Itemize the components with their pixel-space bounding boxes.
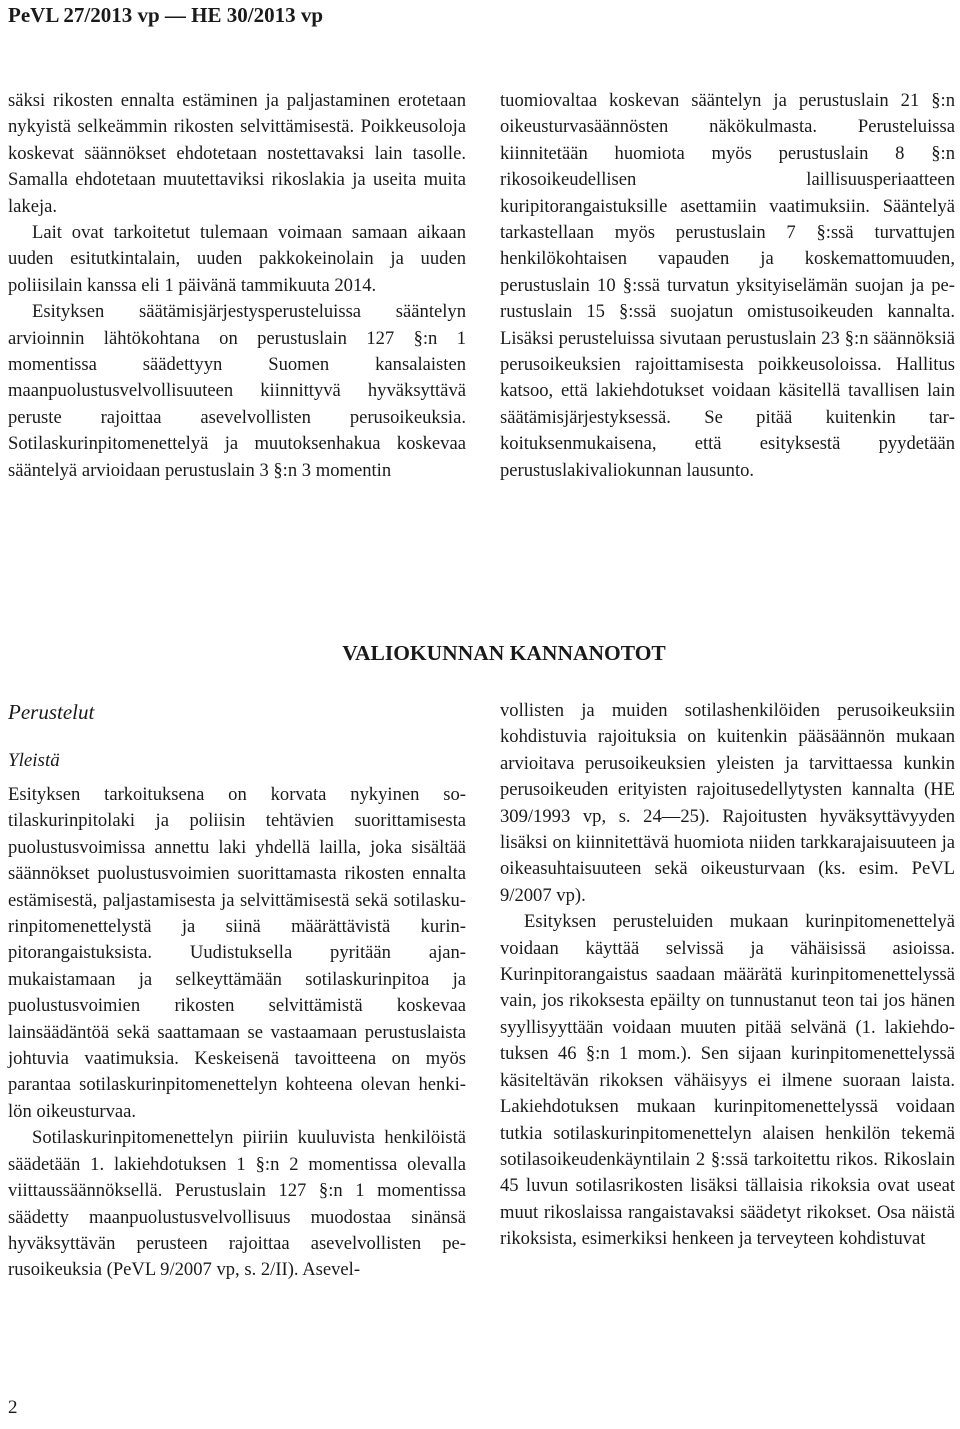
paragraph: Lait ovat tarkoitetut tulemaan voimaan samaan aikaan uuden esitutkintalain, uuden pakkokeinolain ja uuden poliisilain kanssa eli 1 päivänä tammikuuta 2014. xyxy=(8,222,466,296)
running-header: PeVL 27/2013 vp — HE 30/2013 vp xyxy=(8,3,324,27)
page-number: 2 xyxy=(8,1397,18,1418)
top-left-column xyxy=(8,88,466,484)
top-right-column xyxy=(500,88,955,484)
section-subheading: Yleistä xyxy=(8,750,60,771)
paragraph: säksi rikosten ennalta estäminen ja paljastaminen erotetaan nykyistä selkeämmin rikosten selvittämisestä. Poikkeusoloja koskevat säännökset ehdotetaan nostettavaksi lain tasolle. Samalla ehdotetaan muutettaviksi rikoslakia ja useita muita lakeja. xyxy=(8,90,466,217)
bottom-left-column xyxy=(8,698,466,1284)
paragraph: Esityksen perusteluiden mukaan kurinpitomenettelyä voidaan käyttää selvissä ja vähäisissä asioissa. Kurinpitorangaistus saadaan määrätä kurinpitomenettelyssä vain, jos rikoksesta epäilty on tunnustanut teon tai jos hänen syyllisyyttään voidaan muuten pitää selvänä (1. lakiehdotuksen 46 §:n 1 mom.). Sen sijaan kurinpitomenettelyssä käsiteltävän rikoksen vähäisyys ei ilmene suoraan laista. Lakiehdotuksen mukaan kurinpitomenettelyssä voidaan tutkia sotilaskurinpitomenettelyn alaisen henkilön tekemä sotilasoikeudenkäyntilain 2 §:ssä tarkoitettu rikos. Rikoslain 45 luvun sotilasrikosten lisäksi tällaisia rikoksia ovat useat muut rikoslaissa rangaistavaksi säädetyt rikokset. Osa näistä rikoksista, esimerkiksi henkeen ja terveyteen kohdistuvat xyxy=(500,911,955,1250)
paragraph: vollisten ja muiden sotilashenkilöiden perusoikeuksiin kohdistuvia rajoituksia on kuitenkin pääsäännön mukaan arvioitava perusoikeuksien yleisten ja tarvittaessa kunkin perusoikeuden erityisten rajoitusedellytysten kannalta (HE 309/1993 vp, s. 24—25). Rajoitusten hyväksyttävyyden lisäksi on kiinnitettävä huomiota niiden tarkkarajaisuuteen ja oikeasuhtaisuuteen sekä oikeusturvaan (ks. esim. PeVL 9/2007 vp). xyxy=(500,700,955,906)
bottom-right-column xyxy=(500,698,955,1253)
paragraph: tuomiovaltaa koskevan sääntelyn ja perustuslain 21 §:n oikeusturvasäännösten näkökulmasta. Perusteluissa kiinnitetään huomiota myös perustuslain 8 §:n rikosoikeudellisen laillisuusperiaatteen kuripitorangaistuksille asettamiin vaatimuksiin. Sääntelyä tarkastellaan myös perustuslain 7 §:ssä turvattujen henkilökohtaisen vapauden ja koskemattomuuden, perustuslain 10 §:ssä turvatun yksityiselämän suojan ja perustuslain 15 §:ssä suojatun omistusoikeuden kannalta. Lisäksi perusteluissa sivutaan perustuslain 23 §:n säännöksiä perusoikeuksien rajoittamisesta poikkeusoloissa. Hallitus katsoo, että lakiehdotukset voidaan käsitellä tavallisen lain säätämisjärjestyksessä. Se pitää kuitenkin tarkoituksenmukaisena, että esityksestä pyydetään perustuslakivaliokunnan lausunto. xyxy=(500,90,955,481)
paragraph: Sotilaskurinpitomenettelyn piiriin kuuluvista henkilöistä säädetään 1. lakiehdotuksen 1 §:n 2 momentissa olevalla viittaussäännöksellä. Perustuslain 127 §:n 1 momentissa säädetty maanpuolustusvelvollisuus muodostaa sinänsä hyväksyttävän perusteen rajoittaa asevelvollisten perusoikeuksia (PeVL 9/2007 vp, s. 2/II). Asevel- xyxy=(8,1127,466,1281)
paragraph: Esityksen säätämisjärjestysperusteluissa sääntelyn arvioinnin lähtökohtana on perustuslain 127 §:n 1 momentissa säädettyyn Suomen kansalaisten maanpuolustusvelvollisuuteen kiinnittyvä hyväksyttävä peruste rajoittaa asevelvollisten perusoikeuksia. Sotilaskurinpitomenettelyä ja muutoksenhakua koskevaa sääntelyä arvioidaan perustuslain 3 §:n 3 momentin xyxy=(8,301,466,481)
section-title: VALIOKUNNAN KANNANOTOT xyxy=(342,641,666,665)
section-heading: Perustelut xyxy=(8,700,95,724)
paragraph: Esityksen tarkoituksena on korvata nykyinen sotilaskurinpitolaki ja poliisin tehtävien suorittamisesta puolustusvoimissa annettu laki yhdellä lailla, joka sisältää säännökset puolustusvoimien suorittamasta rikosten ennalta estämisestä, paljastamisesta ja selvittämisestä sekä sotilaskurinpitomenettelystä ja siinä määrättävistä kurinpitorangaistuksista. Uudistuksella pyritään ajanmukaistamaan ja selkeyttämään sotilaskurinpitoa ja puolustusvoimien rikosten selvittämistä koskevaa lainsäädäntöä sekä saattamaan se vastaamaan perustuslaista johtuvia vaatimuksia. Keskeisenä tavoitteena on myös parantaa sotilaskurinpitomenettelyn kohteena olevan henkilön oikeusturvaa. xyxy=(8,784,466,1122)
